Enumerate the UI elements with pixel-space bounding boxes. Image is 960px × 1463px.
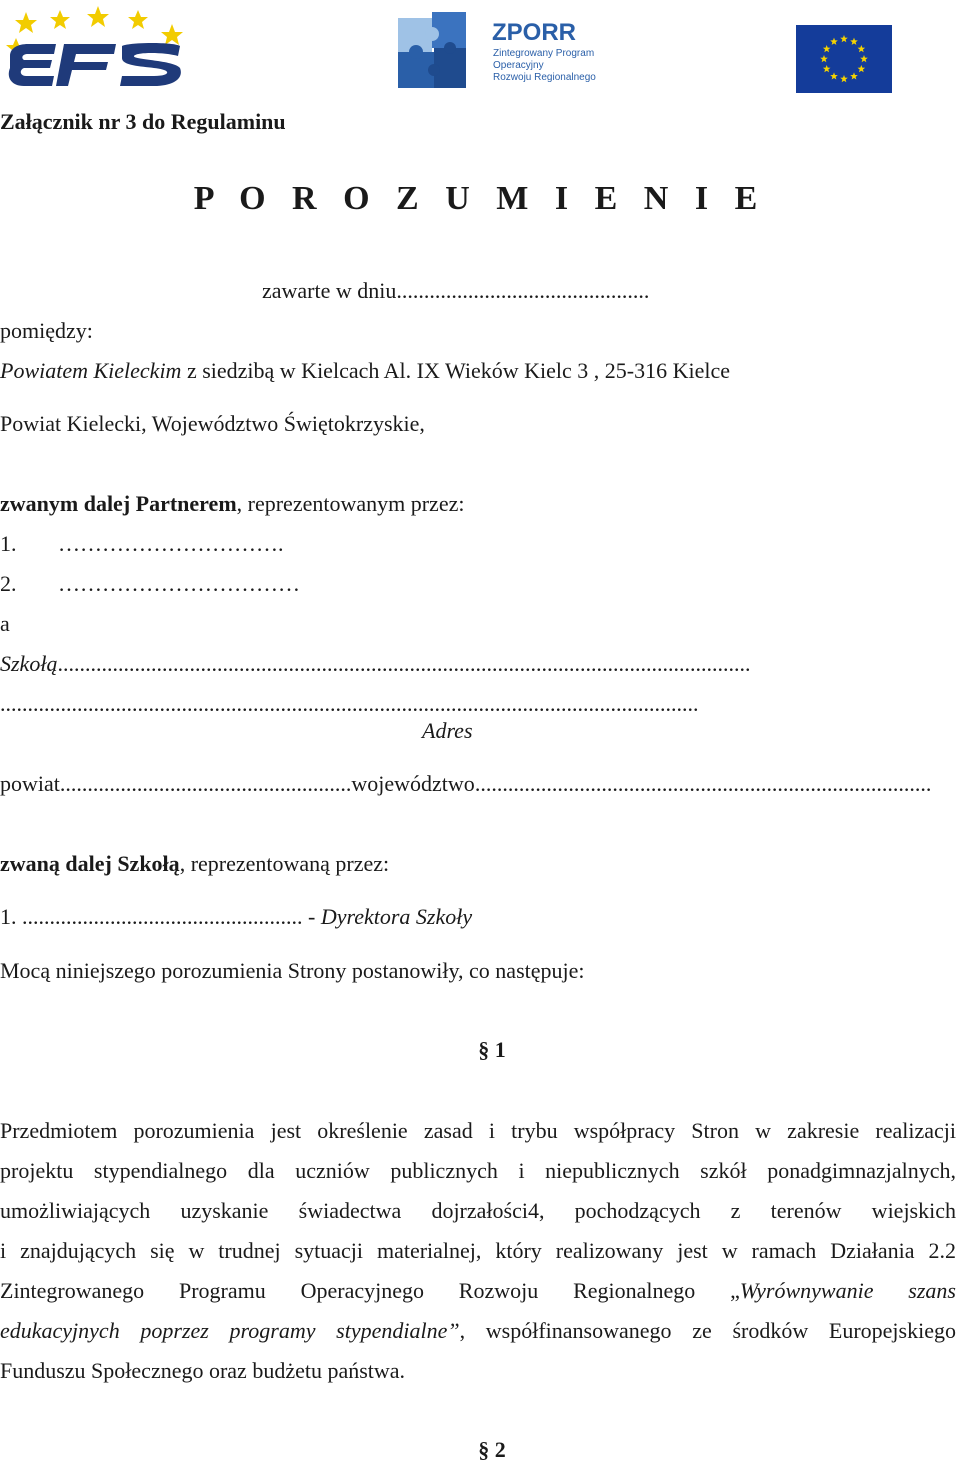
address-label: Adres — [422, 718, 473, 743]
rep1-number: 1. — [0, 531, 17, 556]
section-2-heading: § 2 — [478, 1437, 506, 1462]
eu-star-icon — [830, 72, 838, 79]
rep2-number: 2. — [0, 571, 17, 596]
county-label: powiat — [0, 771, 60, 796]
partner-region: Powiat Kielecki, Województwo Świętokrzyskie, — [0, 411, 425, 436]
school-label: Szkołą — [0, 651, 58, 676]
rep1-dots: …………………………. — [58, 531, 284, 556]
eu-flag-logo — [796, 25, 892, 93]
school-called-line — [0, 850, 389, 878]
zporr-line2: Operacyjny — [493, 60, 544, 71]
puzzle-icon — [398, 12, 466, 88]
school-rep-dots: ................................................... — [22, 904, 303, 929]
school-line — [0, 650, 954, 678]
efs-logo — [4, 4, 188, 94]
zporr-line3: Rozwoju Regionalnego — [493, 72, 596, 83]
eu-star-icon — [840, 35, 848, 42]
agreement-intro: Mocą niniejszego porozumienia Strony postanowiły, co następuje: — [0, 958, 585, 983]
document-title: P O R O Z U M I E N I E — [193, 180, 767, 217]
county-line — [0, 770, 954, 798]
section-1-line-5-italic: Wyrównywanie szans — [739, 1278, 956, 1303]
school-rep-line — [0, 903, 472, 931]
section-1-line-6-text: , współfinansowanego ze środków Europejskiego — [459, 1318, 956, 1343]
date-line: zawarte w dniu.............................................. — [262, 278, 650, 303]
voivodeship-dots: ................................................................................... — [474, 771, 932, 796]
rep2-dots: …………………………… — [58, 571, 300, 596]
eu-star-icon — [850, 72, 858, 79]
partner-called-rest: , reprezentowanym przez: — [236, 491, 465, 516]
partner-line — [0, 357, 730, 385]
school-called-bold: zwaną dalej Szkołą — [0, 851, 180, 876]
voivodeship-label: województwo — [351, 771, 475, 796]
section-1-line-4: i znajdujących się w trudnej sytuacji materialnej, który realizowany jest w ramach Działania 2.2 — [0, 1238, 956, 1263]
between-label: pomiędzy: — [0, 318, 93, 343]
school-rep-number: 1. — [0, 904, 22, 929]
partner-called-line — [0, 490, 464, 518]
zporr-line1: Zintegrowany Program — [493, 48, 595, 59]
attachment-label: Załącznik nr 3 do Regulaminu — [0, 109, 286, 134]
section-1-line-6-italic: edukacyjnych poprzez programy stypendialne” — [0, 1318, 460, 1343]
section-1-line-7: Funduszu Społecznego oraz budżetu państwa. — [0, 1358, 406, 1383]
eu-star-icon — [830, 38, 838, 45]
section-1-line-5 — [0, 1277, 956, 1305]
section-1-line-1: Przedmiotem porozumienia jest określenie zasad i trybu współpracy Stron w zakresie realizacji — [0, 1118, 956, 1143]
school-called-rest: , reprezentowaną przez: — [179, 851, 390, 876]
partner-address: z siedzibą w Kielcach Al. IX Wieków Kielc 3 , 25-316 Kielce — [181, 358, 730, 383]
school-dots: .............................................................................................................................. — [57, 651, 751, 676]
eu-star-icon — [850, 38, 858, 45]
eu-star-icon — [820, 55, 828, 62]
school-dots-line2: ............................................................................................................................... — [0, 691, 699, 716]
zporr-title: ZPORR — [492, 19, 576, 46]
school-rep-role: - Dyrektora Szkoły — [302, 904, 473, 929]
eu-star-icon — [858, 45, 866, 52]
eu-star-icon — [858, 65, 866, 72]
zporr-logo — [396, 10, 596, 94]
eu-star-icon — [840, 75, 848, 82]
county-dots: ..................................................... — [59, 771, 352, 796]
section-1-line-3: umożliwiających uzyskanie świadectwa dojrzałości4, pochodzących z terenów wiejskich — [0, 1198, 956, 1223]
eu-star-icon — [823, 65, 831, 72]
section-1-line-2: projektu stypendialnego dla uczniów publicznych i niepublicznych szkół ponadgimnazjalnych, — [0, 1158, 956, 1183]
partner-called-bold: zwanym dalej Partnerem — [0, 491, 237, 516]
section-1-line-6 — [0, 1317, 956, 1345]
section-1-line-5-text: Zintegrowanego Programu Operacyjnego Rozwoju Regionalnego „ — [0, 1278, 740, 1303]
eu-star-icon — [860, 55, 868, 62]
partner-name: Powiatem Kieleckim — [0, 358, 182, 383]
section-1-heading: § 1 — [478, 1037, 506, 1062]
eu-star-icon — [823, 45, 831, 52]
and-label: a — [0, 611, 10, 636]
